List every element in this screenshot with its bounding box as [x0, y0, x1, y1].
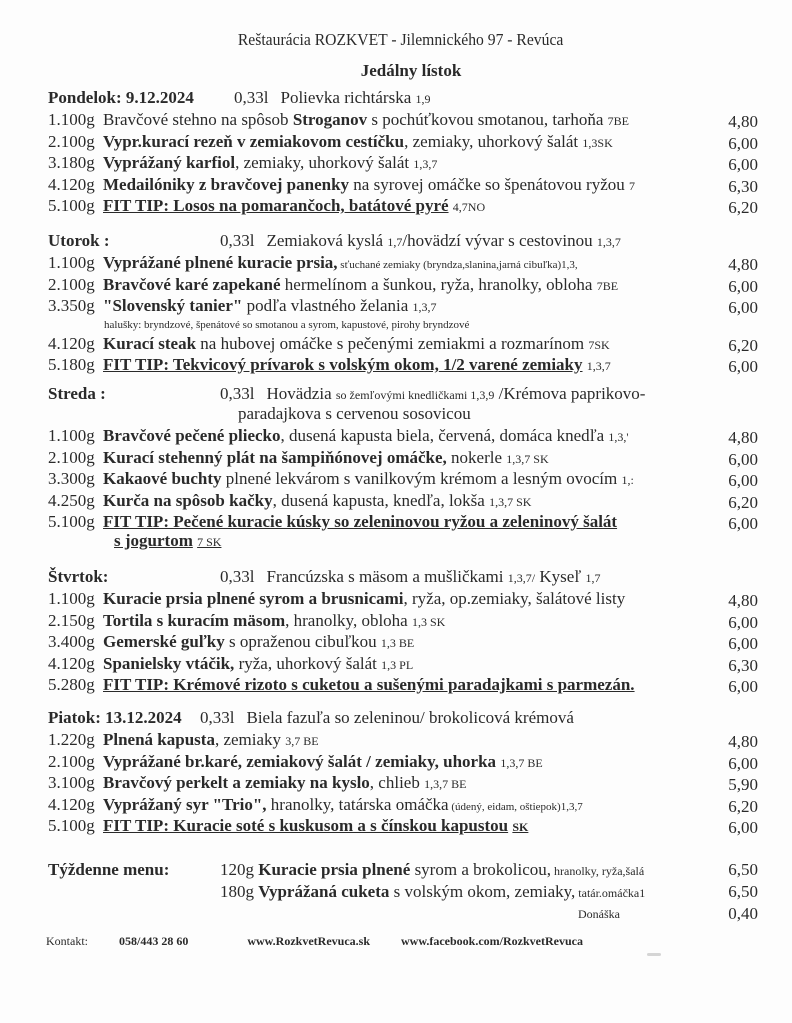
item-weight: 120g: [60, 794, 95, 814]
item-name: Spanielsky vtáčik,: [103, 653, 235, 673]
menu-item: [48, 296, 758, 318]
soup-alt-allergens: 1,7: [585, 571, 601, 585]
item-price: 6,00: [728, 634, 758, 653]
fit-tip-cont-text: s jogurtom: [114, 530, 193, 550]
item-desc: , hranolky, obloha: [285, 610, 408, 630]
item-weight: 250g: [60, 490, 95, 510]
item-name: Vyprážaný syr "Trio",: [103, 794, 267, 814]
item-allergens: SK: [512, 820, 529, 834]
menu-item: [48, 196, 758, 218]
item-desc: plnené lekvárom s vanilkovým krémom a lesným ovocím: [221, 469, 618, 488]
item-allergens: 1,3 PL: [381, 657, 414, 672]
item-allergens: 7 SK: [197, 534, 222, 549]
soup: [234, 88, 431, 108]
soup: [220, 567, 600, 587]
weekly-item-grams: 120g: [220, 860, 254, 879]
item-number: 2.: [48, 447, 61, 467]
item-name: Medailóniky z bravčovej panenky: [103, 174, 350, 194]
weekly-item-desc: s volským okom, zemiaky,: [389, 882, 576, 901]
item-allergens: 1,3,7: [412, 300, 437, 314]
item-desc: na syrovej omáčke so špenátovou ryžou: [349, 174, 625, 194]
delivery-label: Donáška: [578, 907, 620, 921]
item-name: Stroganov: [292, 110, 368, 129]
soup-allergens: 1,3,7/: [507, 571, 536, 585]
soup: [200, 708, 574, 728]
item-weight: 220g: [60, 730, 95, 749]
menu-item: [48, 773, 758, 795]
item-allergens: 7: [629, 178, 635, 193]
contact: [46, 934, 216, 948]
item-price: 6,20: [728, 198, 758, 217]
item-allergens: 1,3,7: [413, 157, 438, 171]
item-price: 5,90: [728, 775, 758, 794]
menu-item: [48, 469, 758, 491]
item-number: 5.: [48, 816, 61, 835]
fit-tip-name: FIT TIP: Tekvicový prívarok s volským okom,: [103, 355, 439, 374]
soup-volume: 0,33l: [200, 708, 235, 727]
item-desc: s pochúťkovou smotanou, tarhoňa: [367, 110, 604, 129]
item-number: 1.: [48, 110, 61, 129]
restaurant-header: Reštaurácia ROZKVET - Jilemnického 97 - Revúca: [237, 30, 564, 49]
soup-alt-allergens: 1,3,7: [596, 235, 621, 249]
weekly-item-name: Kuracie prsia plnené: [258, 860, 411, 879]
item-name: Vyprážané plnené kuracie prsia,: [103, 253, 338, 272]
item-number: 1.: [48, 426, 61, 445]
soup-alt-name: /hovädzí vývar s cestovinou: [402, 231, 593, 250]
item-price: 6,00: [728, 753, 758, 773]
item-price: 6,30: [728, 655, 758, 675]
item-name: Kurací steak: [103, 333, 197, 353]
menu-item: [48, 589, 758, 611]
item-allergens: 1,3SK: [582, 135, 613, 150]
day-name: Streda :: [48, 384, 106, 403]
soup-name: Polievka richtárska: [280, 88, 412, 107]
fit-tip-continuation: [48, 530, 758, 552]
soup-name: Hovädzia: [266, 384, 332, 403]
item-name: Bravčový perkelt a zemiaky na kyslo: [103, 773, 370, 792]
item-price: 6,00: [728, 677, 758, 696]
item-weight: 120g: [60, 333, 95, 353]
soup-desc-small: so žemľovými knedličkami 1,3,9: [335, 388, 495, 402]
item-name: Kakaové buchty: [103, 469, 222, 488]
item-weight: 100g: [60, 274, 95, 294]
menu-item: [48, 632, 758, 654]
item-name: Vypr.kurací rezeň v zemiakovom cestíčku: [103, 131, 405, 151]
item-number: 4.: [48, 333, 61, 353]
item-number: 1.: [48, 730, 61, 749]
item-weight: 100g: [60, 751, 95, 771]
menu-item: [48, 175, 758, 197]
item-number: 4.: [48, 174, 61, 194]
soup-name: Zemiaková kyslá: [266, 231, 384, 250]
item-price: 4,80: [728, 591, 758, 610]
menu-item: [48, 512, 758, 534]
item-number: 3.: [48, 469, 61, 488]
item-weight: 180g: [60, 355, 95, 374]
item-weight: 100g: [60, 512, 95, 531]
item-name: "Slovenský tanier": [103, 296, 243, 315]
delivery-price: 0,40: [728, 904, 758, 923]
item-weight: 400g: [60, 632, 95, 651]
day-header: [48, 708, 758, 730]
weekly-item-price: 6,50: [728, 860, 758, 879]
day-section: [48, 88, 758, 218]
weekly-item: [220, 882, 645, 902]
item-name: Kurací stehenný plát na šampiňónovej omáčke,: [103, 447, 447, 467]
item-number: 3.: [48, 153, 61, 172]
item-allergens: 7BE: [607, 114, 629, 128]
day-name: Piatok: 13.12.2024: [48, 708, 182, 727]
day-header: [48, 384, 758, 406]
item-desc: , zemiaky, uhorkový šalát: [235, 153, 410, 172]
day-section: [48, 708, 758, 838]
item-number: 1.: [48, 589, 61, 608]
menu-item: [48, 816, 758, 838]
item-name: Bravčové pečené pliecko: [103, 426, 281, 445]
soup: [220, 231, 621, 251]
fit-tip-name: FIT TIP: Kuracie soté s kuskusom a s čínskou kapustou: [103, 816, 509, 835]
day-name: Pondelok: 9.12.2024: [48, 88, 194, 107]
item-price: 4,80: [728, 732, 758, 751]
menu-item: [48, 654, 758, 676]
item-desc: podľa vlastného želania: [242, 296, 409, 315]
item-allergens: 1,3,7 BE: [500, 755, 543, 770]
item-number: 2.: [48, 131, 61, 151]
weekly-item-desc: syrom a brokolicou,: [410, 860, 552, 879]
weekly-item-desc-small: tatár.omáčka1: [575, 886, 646, 900]
item-number: 5.: [48, 675, 61, 694]
item-price: 6,00: [728, 133, 758, 153]
weekly-item: [220, 860, 644, 880]
item-price: 4,80: [728, 428, 758, 447]
item-price: 6,00: [728, 514, 758, 533]
contact-label: Kontakt:: [46, 934, 88, 948]
item-number: 5.: [48, 355, 61, 374]
fit-tip-name: FIT TIP: Losos na pomarančoch, batátové pyré: [103, 196, 449, 215]
menu-item: [48, 132, 758, 154]
menu-item: [48, 334, 758, 356]
item-weight: 150g: [60, 610, 95, 630]
menu-item: [48, 795, 758, 817]
fit-tip-desc: 1/2 varené zemiaky: [438, 355, 583, 374]
day-name: Utorok :: [48, 231, 110, 250]
item-desc: s opraženou cibuľkou: [224, 632, 377, 651]
menu-item: [48, 426, 758, 448]
item-desc: , dusená kapusta biela, červená, domáca knedľa: [280, 426, 605, 445]
item-note: halušky: bryndzové, špenátové so smotanou a syrom, kapustové, pirohy bryndzové: [104, 318, 470, 331]
item-number: 2.: [48, 274, 61, 294]
item-allergens: 1,3,7 SK: [506, 451, 549, 466]
item-name: Kurča na spôsob kačky: [103, 490, 273, 510]
soup-continuation: paradajkova s cervenou sosovicou: [238, 404, 471, 423]
item-desc: , dusená kapusta, knedľa, lokša: [272, 490, 485, 510]
item-price: 4,80: [728, 255, 758, 274]
item-price: 6,00: [728, 276, 758, 296]
soup-volume: 0,33l: [220, 567, 255, 586]
item-number: 5.: [48, 196, 61, 215]
item-price: 6,00: [728, 471, 758, 490]
weekly-item-name: Vyprážaná cuketa: [258, 882, 390, 901]
menu-item: [48, 752, 758, 774]
item-allergens: 3,7 BE: [285, 734, 319, 748]
scan-smudge: [647, 953, 661, 956]
item-desc-small: sťuchané zemiaky (bryndza,slanina,jarná cibuľka)1,3,: [337, 259, 578, 271]
menu-item: [48, 253, 758, 275]
item-desc: ryža, uhorkový šalát: [234, 653, 377, 673]
day-header: [48, 231, 758, 253]
item-desc: , zemiaky, uhorkový šalát: [404, 131, 579, 151]
soup-alt-name: Kyseľ: [535, 567, 582, 586]
item-name: Tortila s kuracím mäsom: [103, 610, 286, 630]
item-desc: , zemiaky: [214, 730, 282, 749]
item-weight: 100g: [60, 253, 95, 272]
item-price: 4,80: [728, 112, 758, 131]
item-name: Vyprážaný karfiol: [103, 153, 236, 172]
item-desc: hranolky, tatárska omáčka: [266, 794, 449, 814]
item-price: 6,00: [728, 612, 758, 632]
item-allergens: 1,:: [621, 473, 634, 487]
fit-tip-name: FIT TIP: Krémové rizoto s cuketou a sušenými paradajkami s parmezán.: [103, 675, 635, 694]
contact-phone: 058/443 28 60: [119, 934, 189, 948]
item-weight: 100g: [60, 131, 95, 151]
item-allergens: 1,3,7 BE: [424, 777, 467, 791]
menu-title: Jedálny lístok: [360, 61, 462, 80]
item-number: 3.: [48, 632, 61, 651]
menu-item: [48, 730, 758, 752]
menu-item: [48, 153, 758, 175]
item-desc: , ryža, op.zemiaky, šalátové listy: [403, 589, 626, 608]
menu-item: [48, 110, 758, 132]
item-price: 6,30: [728, 176, 758, 196]
item-weight: 100g: [60, 447, 95, 467]
item-desc-small: (údený, eidam, oštiepok)1,3,7: [448, 800, 583, 813]
item-allergens: 1,3,7 SK: [489, 494, 532, 509]
menu-item: [48, 675, 758, 697]
item-number: 1.: [48, 253, 61, 272]
soup-name: Biela fazuľa so zeleninou/ brokolicová krémová: [246, 708, 574, 727]
day-header: [48, 567, 758, 589]
soup-volume: 0,33l: [220, 231, 255, 250]
day-header: [48, 88, 758, 110]
fit-tip-name: FIT TIP: Pečené kuracie kúsky so zeleninovou ryžou a zeleninový šalát: [103, 512, 618, 531]
item-allergens: 1,3 BE: [380, 636, 415, 650]
item-number: 3.: [48, 296, 61, 315]
soup-alt-name: /Krémova paprikovo-: [494, 384, 646, 403]
weekly-item-price: 6,50: [728, 882, 758, 901]
menu-item: [48, 355, 758, 377]
soup-volume: 0,33l: [220, 384, 255, 403]
item-name: Vyprážané br.karé, zemiakový šalát / zemiaky, uhorka: [103, 751, 497, 771]
menu-item: [48, 491, 758, 513]
item-allergens: 1,3 SK: [411, 614, 446, 629]
item-allergens: 7SK: [588, 337, 610, 352]
soup-allergens: 1,7: [387, 235, 403, 249]
item-number: 2.: [48, 751, 61, 771]
item-weight: 100g: [60, 773, 95, 792]
item-desc: nokerle: [446, 447, 503, 467]
facebook-link[interactable]: www.facebook.com/RozkvetRevuca: [401, 934, 583, 948]
item-name: Plnená kapusta: [103, 730, 215, 749]
item-number: 4.: [48, 653, 61, 673]
item-price: 6,00: [728, 449, 758, 469]
item-price: 6,20: [728, 335, 758, 355]
day-section: [48, 231, 758, 377]
item-weight: 350g: [60, 296, 95, 315]
item-number: 4.: [48, 794, 61, 814]
item-price: 6,20: [728, 492, 758, 512]
item-desc: , chlieb: [369, 773, 420, 792]
footer: [46, 934, 611, 949]
item-weight: 280g: [60, 675, 95, 694]
weekly-item-desc-small: hranolky, ryža,šalá: [551, 864, 645, 878]
item-allergens: 7BE: [596, 278, 619, 293]
day-section: [48, 384, 758, 552]
item-price: 6,00: [728, 298, 758, 317]
item-name: Kuracie prsia plnené syrom a brusnicami: [103, 589, 404, 608]
item-weight: 100g: [60, 816, 95, 835]
item-weight: 100g: [60, 196, 95, 215]
menu-item: [48, 275, 758, 297]
item-name: Bravčové karé zapekané: [103, 274, 281, 294]
menu-item: [48, 611, 758, 633]
item-allergens: 1,3,7: [586, 359, 611, 373]
weekly-item-grams: 180g: [220, 882, 254, 901]
weekly-menu-label: Týždenne menu:: [48, 860, 170, 879]
item-number: 3.: [48, 773, 61, 792]
soup: [220, 384, 645, 404]
item-allergens: 1,3,': [608, 430, 629, 444]
item-number: 4.: [48, 490, 61, 510]
soup-volume: 0,33l: [234, 88, 269, 107]
item-price: 6,00: [728, 155, 758, 174]
soup-allergens: 1,9: [415, 92, 431, 106]
item-weight: 300g: [60, 469, 95, 488]
menu-item: [48, 448, 758, 470]
item-price: 6,20: [728, 796, 758, 816]
item-weight: 100g: [60, 110, 95, 129]
item-price: 6,00: [728, 818, 758, 837]
item-weight: 100g: [60, 589, 95, 608]
day-name: Štvrtok:: [48, 567, 109, 586]
item-name: Gemerské guľky: [103, 632, 225, 651]
item-allergens: 4,7NO: [452, 200, 486, 214]
item-desc: hermelínom a šunkou, ryža, hranolky, obloha: [280, 274, 593, 294]
website-link[interactable]: www.RozkvetRevuca.sk: [247, 934, 371, 948]
item-weight: 180g: [60, 153, 95, 172]
item-weight: 120g: [60, 174, 95, 194]
soup-name: Francúzska s mäsom a mušličkami: [266, 567, 504, 586]
item-desc: na hubovej omáčke s pečenými zemiakmi a rozmarínom: [196, 333, 585, 353]
day-section: [48, 567, 758, 697]
item-number: 2.: [48, 610, 61, 630]
item-weight: 120g: [60, 653, 95, 673]
item-weight: 100g: [60, 426, 95, 445]
item-price: 6,00: [728, 357, 758, 376]
item-number: 5.: [48, 512, 61, 531]
item-text: Bravčové stehno na spôsob: [103, 110, 293, 129]
